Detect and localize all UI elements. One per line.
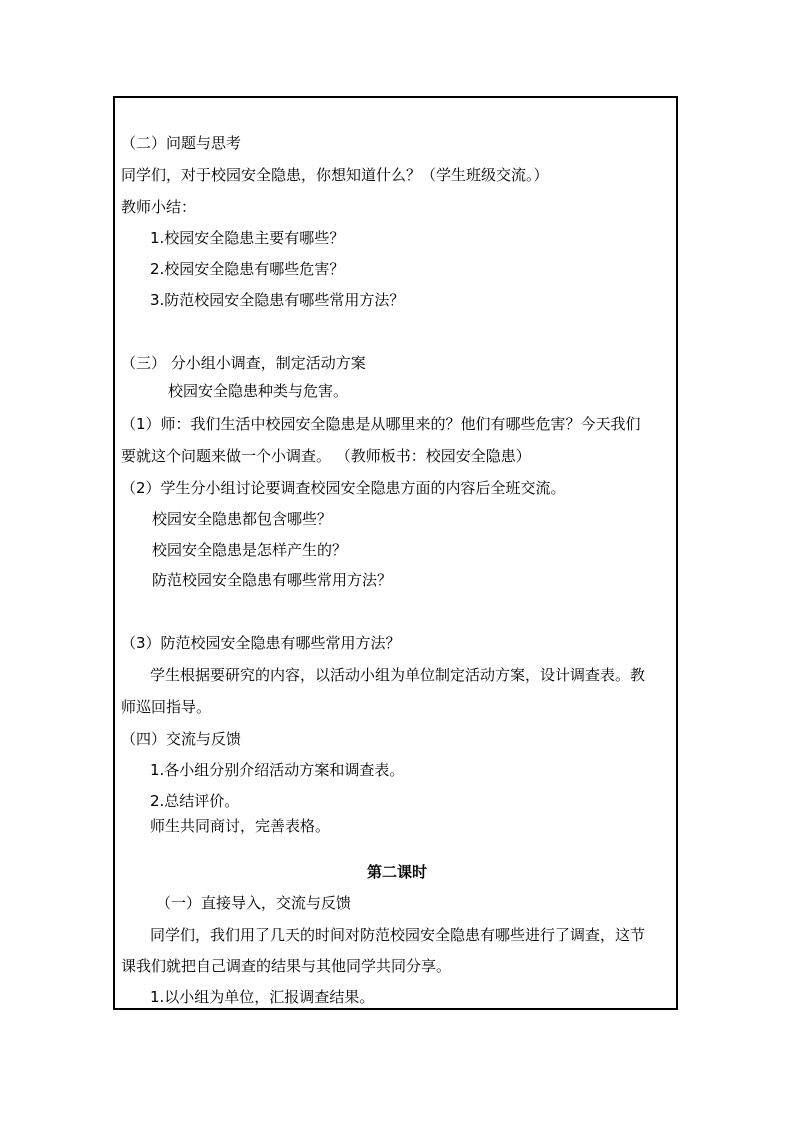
step-2-line: （2）学生分小组讨论要调查校园安全隐患方面的内容后全班交流。 xyxy=(121,479,566,497)
summary-item-2: 2.校园安全隐患有哪些危害？ xyxy=(150,260,345,278)
step-3-detail-line-1: 学生根据要研究的内容，以活动小组为单位制定活动方案，设计调查表。教 xyxy=(150,666,646,684)
section-heading-3: （三） 分小组小调查，制定活动方案 xyxy=(121,354,366,372)
lesson-two-heading-1: （一）直接导入，交流与反馈 xyxy=(156,894,352,912)
step-3-line: （3）防范校园安全隐患有哪些常用方法？ xyxy=(121,634,401,652)
lesson-two-item-1: 1.以小组为单位，汇报调查结果。 xyxy=(150,988,375,1006)
section-heading-4: （四）交流与反馈 xyxy=(121,730,242,748)
lesson-two-paragraph-line-1: 同学们，我们用了几天的时间对防范校园安全隐患有哪些进行了调查，这节 xyxy=(150,926,646,944)
step-1-line-2: 要就这个问题来做一个小调查。 （教师板书：校园安全隐患） xyxy=(121,447,531,465)
feedback-item-2: 2.总结评价。 xyxy=(150,792,240,810)
section-heading-2: （二）问题与思考 xyxy=(121,134,242,152)
paragraph-question: 同学们，对于校园安全隐患，你想知道什么？（学生班级交流。） xyxy=(121,166,549,184)
subtopic-line: 校园安全隐患种类与危害。 xyxy=(168,382,349,400)
step-1-line-1: （1）师：我们生活中校园安全隐患是从哪里来的？他们有哪些危害？今天我们 xyxy=(121,415,641,433)
summary-item-1: 1.校园安全隐患主要有哪些？ xyxy=(150,229,345,247)
lesson-two-title: 第二课时 xyxy=(367,863,428,881)
discussion-item-1: 校园安全隐患都包含哪些？ xyxy=(152,510,333,528)
discussion-item-2: 校园安全隐患是怎样产生的？ xyxy=(152,541,348,559)
summary-item-3: 3.防范校园安全隐患有哪些常用方法？ xyxy=(150,291,405,309)
step-3-detail-line-2: 师巡回指导。 xyxy=(121,698,212,716)
discussion-item-3: 防范校园安全隐患有哪些常用方法？ xyxy=(152,571,393,589)
teacher-summary-label: 教师小结： xyxy=(121,198,197,216)
lesson-two-paragraph-line-2: 课我们就把自己调查的结果与其他同学共同分享。 xyxy=(121,957,452,975)
feedback-note: 师生共同商讨，完善表格。 xyxy=(150,817,331,835)
feedback-item-1: 1.各小组分别介绍活动方案和调查表。 xyxy=(150,761,405,779)
